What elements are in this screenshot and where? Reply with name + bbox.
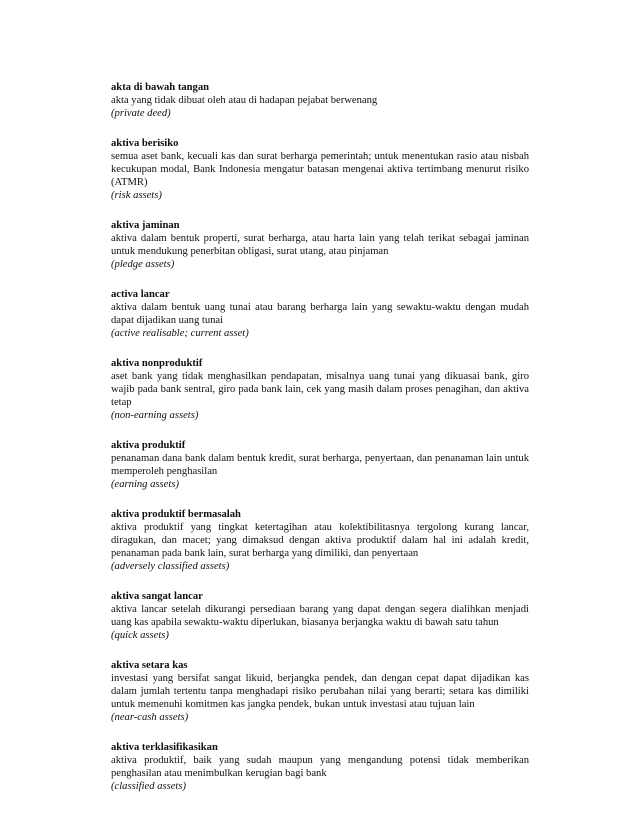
entry-term: aktiva produktif bermasalah: [111, 509, 241, 520]
glossary-entry-activa-lancar: [111, 288, 529, 340]
entry-english-equivalent: (active realisable; current asset): [111, 328, 249, 339]
entry-english-equivalent: (adversely classified assets): [111, 561, 230, 572]
entry-definition: aktiva dalam bentuk uang tunai atau barang berharga lain yang sewaktu-waktu dengan mudah dapat dijadikan uang tunai: [111, 302, 529, 326]
entry-english-equivalent: (near-cash assets): [111, 712, 189, 723]
entry-english-equivalent: (private deed): [111, 108, 171, 119]
glossary-entry-akta-di-bawah-tangan: [111, 81, 529, 120]
entry-definition: aktiva lancar setelah dikurangi persediaan barang yang dapat dengan segera dialihkan menjadi uang kas apabila sewaktu-waktu diperlukan, biasanya berjangka waktu di bawah satu tahun: [111, 604, 529, 628]
entry-term: aktiva jaminan: [111, 220, 180, 231]
glossary-page: [111, 81, 529, 810]
entry-term: aktiva produktif: [111, 440, 186, 451]
entry-term: aktiva nonproduktif: [111, 358, 203, 369]
entry-term: akta di bawah tangan: [111, 82, 210, 93]
entry-english-equivalent: (classified assets): [111, 781, 187, 792]
entry-term: activa lancar: [111, 289, 170, 300]
entry-term: aktiva berisiko: [111, 138, 179, 149]
entry-english-equivalent: (non-earning assets): [111, 410, 199, 421]
entry-definition: investasi yang bersifat sangat likuid, berjangka pendek, dan dengan cepat dapat dijadikan kas dalam jumlah tertentu tanpa menghadapi risiko perubahan nilai yang berarti; setara kas dimiliki untuk memenuhi komitmen kas jangka pendek, bukan untuk investasi atau tujuan lain: [111, 673, 529, 710]
glossary-entry-aktiva-setara-kas: [111, 659, 529, 724]
entry-definition: aktiva dalam bentuk properti, surat berharga, atau harta lain yang telah terikat sebagai jaminan untuk mendukung penerbitan obligasi, surat utang, atau pinjaman: [111, 233, 529, 257]
glossary-entry-aktiva-terklasifikasikan: [111, 741, 529, 793]
entry-definition: aset bank yang tidak menghasilkan pendapatan, misalnya uang tunai yang dikuasai bank, giro wajib pada bank sentral, giro pada bank lain, cek yang masih dalam proses penagihan, dan aktiva tetap: [111, 371, 529, 408]
glossary-entry-aktiva-berisiko: [111, 137, 529, 202]
glossary-entry-aktiva-jaminan: [111, 219, 529, 271]
entry-english-equivalent: (earning assets): [111, 479, 179, 490]
entry-definition: akta yang tidak dibuat oleh atau di hadapan pejabat berwenang: [111, 95, 378, 106]
glossary-entry-aktiva-sangat-lancar: [111, 590, 529, 642]
entry-definition: aktiva produktif yang tingkat ketertagihan atau kolektibilitasnya tergolong kurang lancar, diragukan, dan macet; yang dimaksud dengan aktiva produktif dalam hal ini adalah kredit, penanaman pada bank lain, surat berharga yang dimiliki, dan penyertaan: [111, 522, 529, 559]
entry-english-equivalent: (pledge assets): [111, 259, 175, 270]
entry-definition: semua aset bank, kecuali kas dan surat berharga pemerintah; untuk menentukan rasio atau nisbah kecukupan modal, Bank Indonesia mengatur batasan mengenai aktiva tertimbang menurut risiko (ATMR): [111, 151, 529, 188]
glossary-entry-aktiva-produktif-bermasalah: [111, 508, 529, 573]
entry-definition: aktiva produktif, baik yang sudah maupun yang mengandung potensi tidak memberikan penghasilan atau menimbulkan kerugian bagi bank: [111, 755, 529, 779]
glossary-entry-aktiva-nonproduktif: [111, 357, 529, 422]
glossary-entry-aktiva-produktif: [111, 439, 529, 491]
entry-term: aktiva sangat lancar: [111, 591, 203, 602]
entry-english-equivalent: (risk assets): [111, 190, 162, 201]
entry-english-equivalent: (quick assets): [111, 630, 169, 641]
entry-term: aktiva setara kas: [111, 660, 188, 671]
entry-term: aktiva terklasifikasikan: [111, 742, 218, 753]
entry-definition: penanaman dana bank dalam bentuk kredit, surat berharga, penyertaan, dan penanaman lain untuk memperoleh penghasilan: [111, 453, 529, 477]
